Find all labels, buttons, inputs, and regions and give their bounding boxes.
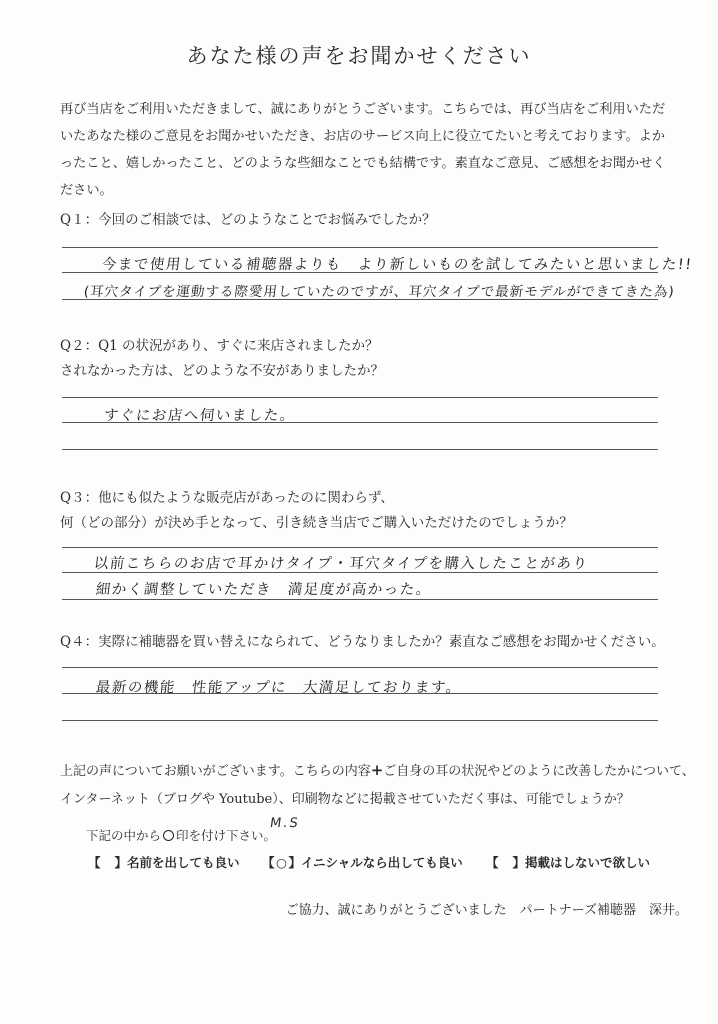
- select-prompt-text-b: 印を付け下さい。: [176, 828, 277, 843]
- request-line-2: インターネット（ブログや Youtube）、印刷物などに掲載させていただく事は、可能でしょうか？: [60, 792, 630, 807]
- handwritten-initials: M.S: [268, 816, 301, 831]
- request-line-1: [60, 760, 695, 779]
- q4-answer-text-1: 最新の機能 性能アップに 大満足しております。: [95, 680, 463, 696]
- bracket-open: 【: [262, 855, 275, 870]
- q2-answer-line-1: [62, 397, 658, 398]
- q1-answer-line-1: [62, 247, 658, 248]
- intro-paragraph: 再び当店をご利用いただきまして、誠にありがとうございます。こちらでは、再び当店をご利用いただいたあなた様のご意見をお聞かせいただき、お店のサービス向上に役立てたいと考えております。よかったこと、嬉しかったこと、どのような些細なことでも結構です。素直なご意見、ご感想をお聞かせください。: [60, 102, 666, 198]
- q2-answer-text-1: すぐにお店へ伺いました。: [103, 408, 297, 424]
- option-label: 掲載はしないで欲しい: [525, 855, 651, 870]
- request-text-a: 上記の声についてお願いがございます。こちらの内容: [60, 764, 371, 779]
- q2-question-line-1: Q２：Q1 の状況があり、すぐに来店されましたか？: [60, 338, 379, 354]
- bracket-open: 【: [486, 855, 499, 870]
- bracket-close: 】: [114, 855, 128, 870]
- q1-answer-text-1: 今まで使用している補聴器よりも より新しいものを試してみたいと思いました!!: [101, 257, 694, 273]
- bracket-close: 】: [288, 855, 302, 870]
- q4-answer-line-3: [62, 720, 658, 721]
- option-label: イニシャルなら出しても良い: [301, 855, 463, 870]
- q2-answer-line-3: [62, 449, 658, 450]
- closing-signature: ご協力、誠にありがとうございました パートナーズ補聴器 深井。: [285, 903, 688, 918]
- option-label: 名前を出しても良い: [127, 855, 240, 870]
- select-prompt-text-a: 下記の中から: [86, 828, 162, 843]
- request-text-b: ご自身の耳の状況やどのように改善したかについて、: [383, 764, 695, 779]
- q3-answer-line-3: [62, 599, 658, 600]
- q3-question-line-1: Q３：他にも似たような販売店があったのに関わらず、: [60, 490, 394, 506]
- option-initials-ok[interactable]: [262, 853, 463, 871]
- q4-question: Q４：実際に補聴器を買い替えになられて、どうなりましたか？素直なご感想をお聞かせください。: [60, 634, 665, 650]
- plus-icon: +: [370, 761, 384, 779]
- q1-answer-text-2: (耳穴タイプを運動する際愛用していたのですが、耳穴タイプで最新モデルができてきた為): [82, 284, 676, 300]
- q3-answer-text-1: 以前こちらのお店で耳かけタイプ・耳穴タイプを購入したことがあり: [93, 556, 590, 572]
- bracket-close: 】: [512, 855, 526, 870]
- bracket-open: 【: [88, 855, 101, 870]
- option-name-ok[interactable]: [88, 853, 240, 871]
- q4-answer-line-1: [62, 667, 658, 668]
- q1-question: Q１：今回のご相談では、どのようなことでお悩みでしたか？: [60, 212, 436, 228]
- option-mark: ○: [276, 855, 287, 870]
- q3-question-line-2: 何（どの部分）が決め手となって、引き続き当店でご購入いただけたのでしょうか？: [60, 515, 573, 531]
- option-no-publish[interactable]: [486, 853, 650, 871]
- circle-icon: [163, 830, 174, 841]
- q3-answer-text-2: 細かく調整していただき 満足度が高かった。: [95, 582, 433, 598]
- select-prompt: [86, 826, 276, 844]
- q2-question-line-2: されなかった方は、どのような不安がありましたか？: [60, 363, 384, 379]
- page-title: あなた様の声をお聞かせください: [186, 44, 532, 68]
- q3-answer-line-1: [62, 547, 658, 548]
